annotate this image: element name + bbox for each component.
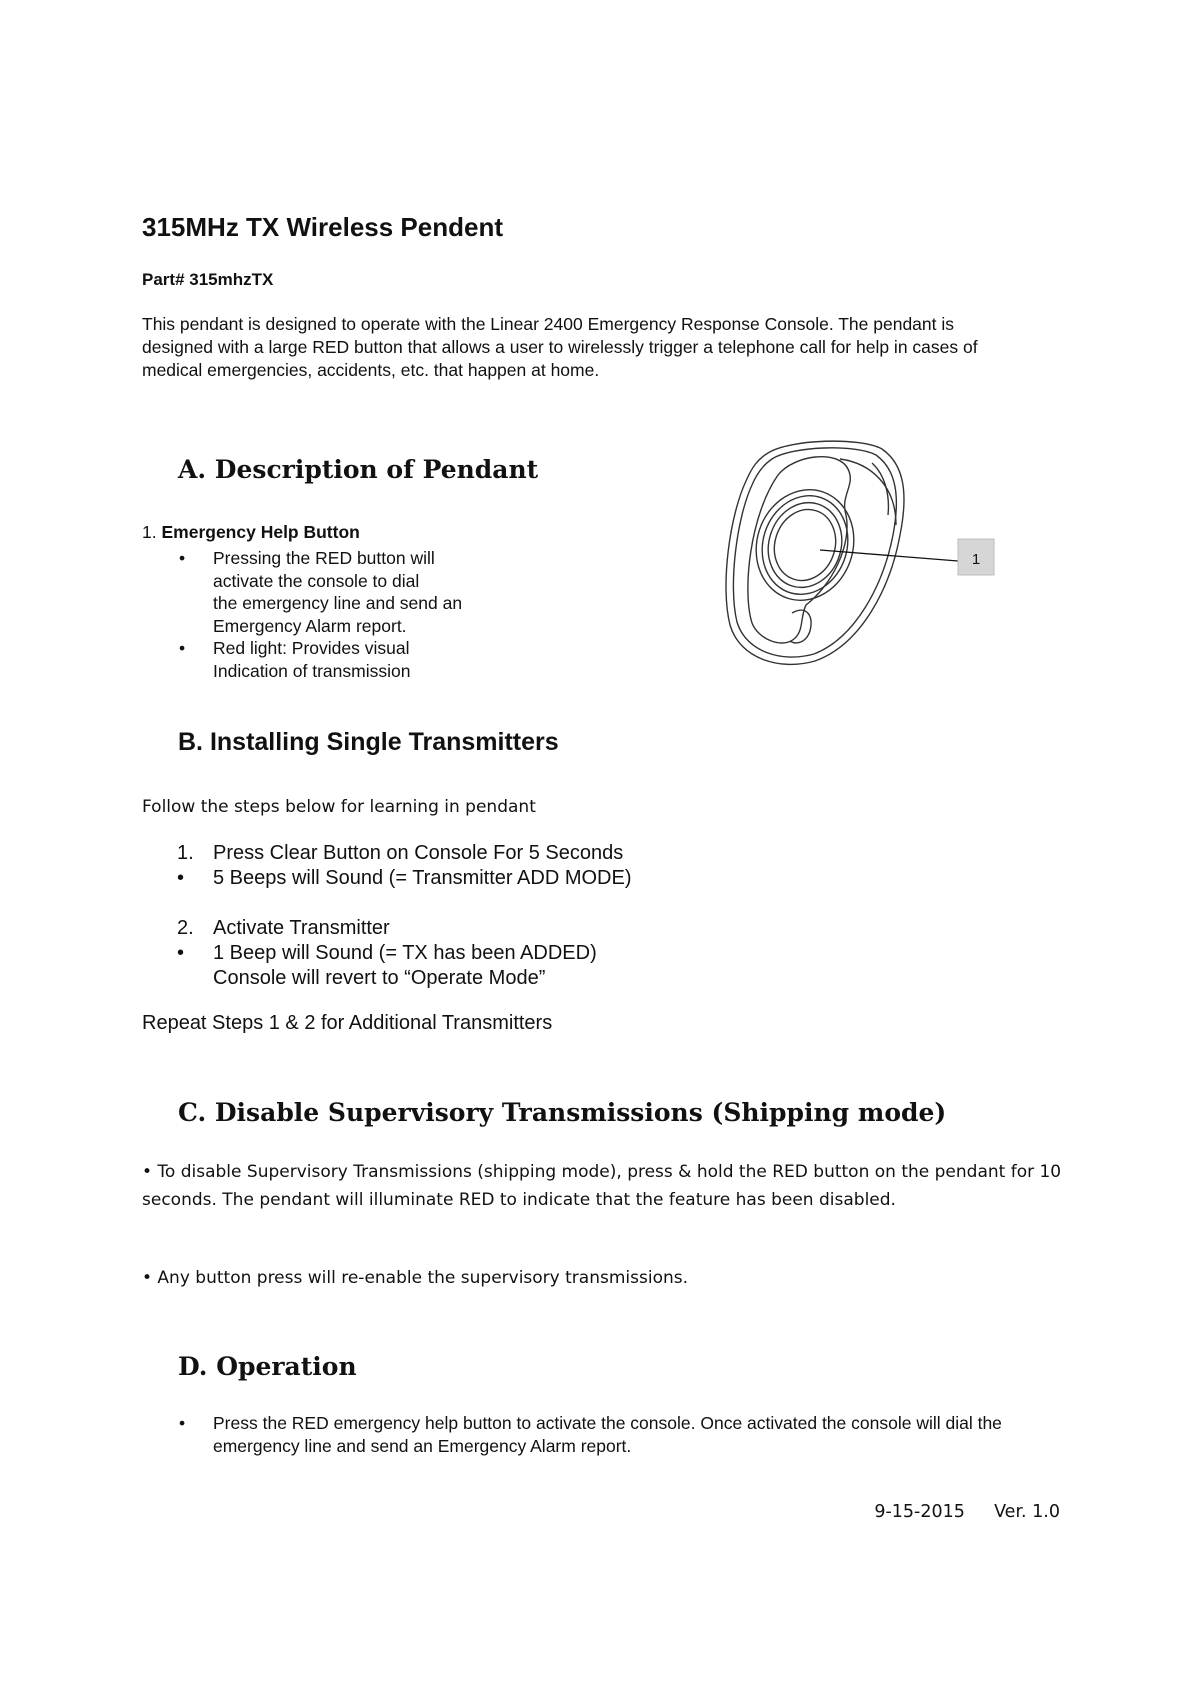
bullet-line: Emergency Alarm report. [213,615,407,636]
step-sub-bullet: • [177,942,185,964]
section-b-heading: B. Installing Single Transmitters [178,728,559,756]
section-c-paragraph-1: • To disable Supervisory Transmissions (shipping mode), press & hold the RED button on the pendant for 10 seconds. The pendant will illuminate RED to indicate that the feature has been disabled. [142,1162,1062,1210]
step-1 [177,841,913,891]
step-sub-bullet: • [177,867,185,889]
intro-paragraph: This pendant is designed to operate with the Linear 2400 Emergency Response Console. The pendant is designed with a large RED button that allows a user to wirelessly trigger a telephone call for help in cases of medical emergencies, accidents, etc. that happen at home. [142,314,978,380]
footer-version-number: Ver. 1.0 [994,1502,1060,1522]
section-c-heading: C. Disable Supervisory Transmissions (Shipping mode) [178,1098,947,1127]
part-number: Part# 315mhzTX [142,270,274,289]
bullet-line: Indication of transmission [213,660,411,681]
step-sub-text: 1 Beep will Sound (= TX has been ADDED) [213,942,597,964]
section-d-bullet [179,1412,1053,1457]
bullet-line: Pressing the RED button will [213,548,435,568]
step-text: Activate Transmitter [213,917,390,939]
bullet-line: activate the console to dial [213,570,420,591]
step-sub-text: Console will revert to “Operate Mode” [213,967,546,989]
step-2 [177,916,913,991]
section-a-bullet [179,637,543,682]
step-number: 1. [177,842,194,864]
document-title: 315MHz TX Wireless Pendent [142,212,503,242]
section-a-bullet [179,547,543,637]
bullet-dot: • [179,548,186,568]
bullet-dot: • [179,1413,186,1433]
section-c-paragraph-2: • Any button press will re-enable the supervisory transmissions. [142,1268,689,1288]
item-emergency-help [142,522,360,543]
repeat-note: Repeat Steps 1 & 2 for Additional Transmitters [142,1012,553,1034]
bullet-line: Red light: Provides visual [213,638,410,658]
bullet-text: Press the RED emergency help button to activate the console. Once activated the console will dial the emergency line and send an Emergency Alarm report. [213,1413,1002,1456]
step-sub-text: 5 Beeps will Sound (= Transmitter ADD MODE) [213,867,632,889]
step-number: 2. [177,917,194,939]
footer-version [874,1502,1060,1522]
step-text: Press Clear Button on Console For 5 Seconds [213,842,624,864]
footer-date: 9-15-2015 [874,1502,965,1522]
bullet-dot: • [179,638,186,658]
bullet-line: the emergency line and send an [213,593,463,613]
section-b-lead: Follow the steps below for learning in pendant [142,797,536,817]
item-number: 1. [142,522,157,542]
section-a-heading: A. Description of Pendant [178,455,539,484]
item-title: Emergency Help Button [161,522,360,542]
section-d-heading: D. Operation [178,1352,357,1381]
figure-callout-label: 1 [971,551,981,568]
